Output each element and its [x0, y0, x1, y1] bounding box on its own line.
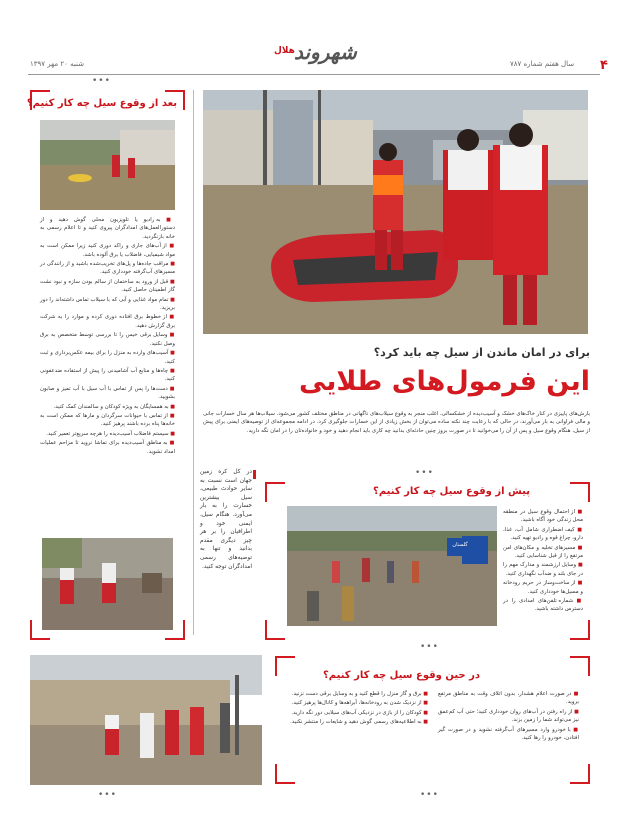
- issue-date: شنبه ۲۰ مهر ۱۳۹۷: [30, 60, 84, 68]
- header-divider: [28, 74, 600, 75]
- list-item: ■ به رادیو یا تلویزیون محلی گوش دهید و از دستورالعمل‌های امدادگران پیروی کنید و تا اعلام رسمی به خانه بازنگردید.: [40, 216, 175, 241]
- during-flood-title: در حین وقوع سیل چه کار کنیم؟: [323, 670, 480, 681]
- during-flood-box: [275, 642, 590, 784]
- logo-sub: هلال: [274, 46, 295, 56]
- list-item: ■ از آب‌های جاری و راکد دوری کنید زیرا ممکن است به مواد شیمیایی، فاضلاب یا برق آلوده باشد.: [40, 242, 175, 259]
- section-dots: •••: [92, 76, 111, 86]
- after-flood-cleanup-photo: [42, 538, 173, 630]
- after-flood-box: [26, 76, 185, 640]
- article-lead: بارش‌های پاییزی در کنار خاک‌های خشک و آسیب‌دیده از خشکسالی، اغلب منجر به وقوع سیلاب‌های ناگهانی در مناطق مختلف کشور می‌شود. سیلاب‌ها هر سال خسارات جانی و مالی فراوانی به بار می‌آورند، در حالی که با رعایت چند نکته ساده می‌توان از بخش زیادی از این خسارات جلوگیری کرد. در ادامه مجموعه‌ای از توصیه‌های ایمنی برای پیش از سیل، هنگام وقوع سیل و پس از آن را می‌خوانید تا در صورت بروز چنین حادثه‌ای بدانید چه کاری باید انجام دهید و خود و خانواده‌تان را در امان نگه دارید.: [203, 411, 590, 434]
- list-item: ■ مسیرهای تخلیه و مکان‌های امن مرتفع را از قبل شناسایی کنید.: [503, 544, 583, 561]
- list-item: ■ از نزدیک شدن به رودخانه‌ها، آبراهه‌ها و کانال‌ها پرهیز کنید.: [287, 699, 428, 707]
- list-item: ■ به مناطق آسیب‌دیده برای تماشا نروید تا مزاحم عملیات امداد نشوید.: [40, 439, 175, 456]
- list-item: ■ دست‌ها را پس از تماس با آب سیل با آب تمیز و صابون بشویید.: [40, 385, 175, 402]
- list-item: ■ مراقب جاده‌ها و پل‌های تخریب‌شده باشید و از رانندگی در مسیرهای آب‌گرفته خودداری کنید.: [40, 260, 175, 277]
- section-dots: •••: [420, 642, 439, 652]
- footer-dots-right: •••: [420, 790, 439, 800]
- note-marker: [253, 470, 256, 479]
- list-item: ■ از خطوط برق افتاده دوری کرده و موارد را به شرکت برق گزارش دهید.: [40, 313, 175, 330]
- before-flood-photo: [287, 506, 497, 626]
- list-item: ■ از راه رفتن در آب‌های روان خودداری کنید؛ حتی آب کم‌عمق نیز می‌تواند شما را زمین بزند.: [438, 708, 579, 725]
- after-flood-photo: [40, 120, 175, 210]
- list-item: ■ سیستم فاضلاب آسیب‌دیده را هرچه سریع‌تر تعمیر کنید.: [40, 430, 175, 438]
- column-divider: [193, 90, 194, 635]
- list-item: ■ کیف اضطراری شامل آب، غذا، دارو، چراغ قوه و رادیو تهیه کنید.: [503, 526, 583, 543]
- list-item: ■ با خودرو وارد مسیرهای آب‌گرفته نشوید و در صورت گیر افتادن، خودرو را رها کنید.: [438, 726, 579, 743]
- rescue-workers-photo: [30, 655, 262, 785]
- list-item: ■ قبل از ورود به ساختمان از سالم بودن سازه و نبود نشت گاز اطمینان حاصل کنید.: [40, 278, 175, 295]
- logo-text: شهروند: [294, 40, 357, 64]
- footer-dots-left: •••: [98, 790, 117, 800]
- page-number: ۴: [600, 58, 608, 73]
- list-item: ■ از تماس با حیوانات سرگردان و مارها که ممکن است به خانه‌ها پناه برده باشند پرهیز کنید.: [40, 412, 175, 429]
- list-item: ■ از ساخت‌وساز در حریم رودخانه و مسیل‌ها خودداری کنید.: [503, 579, 583, 596]
- issue-info: سال هفتم شماره ۷۸۷: [510, 60, 575, 68]
- list-item: ■ کودکان را از بازی در نزدیکی آب‌های سیلابی دور نگه دارید.: [287, 709, 428, 717]
- list-item: ■ شماره تلفن‌های امدادی را در دسترس داشته باشید.: [503, 597, 583, 614]
- road-sign-text: گلستان: [452, 542, 468, 548]
- article-kicker: برای در امان ماندن از سیل چه باید کرد؟: [373, 346, 590, 359]
- before-flood-list: [503, 508, 583, 626]
- newspaper-logo: [272, 40, 357, 72]
- before-flood-box: [265, 468, 590, 640]
- after-flood-title: بعد از وقوع سیل چه کار کنیم؟: [26, 98, 177, 109]
- sidebar-note: در کل کره زمین جهان است نسبت به سایر حوادث طبیعی، سیل بیشترین خسارت را به بار می‌آورد. هنگام سیل، ایمنی خود و اطرافیان را بر هر چیز دیگری مقدم بدانید و تنها به توصیه‌های رسمی امدادگران توجه کنید.: [200, 469, 252, 570]
- hero-photo-rescue-boat: [203, 90, 588, 334]
- list-item: ■ چاه‌ها و منابع آب آشامیدنی را پیش از استفاده ضدعفونی کنید.: [40, 367, 175, 384]
- list-item: ■ تمام مواد غذایی و آبی که با سیلاب تماس داشته‌اند را دور بریزید.: [40, 296, 175, 313]
- before-flood-title: پیش از وقوع سیل چه کار کنیم؟: [373, 486, 530, 497]
- list-item: ■ به همسایگان به ویژه کودکان و سالمندان کمک کنید.: [40, 403, 175, 411]
- list-item: ■ در صورت اعلام هشدار، بدون اتلاف وقت به مناطق مرتفع بروید.: [438, 690, 579, 707]
- during-flood-list: [287, 690, 579, 776]
- after-flood-list: [40, 216, 175, 518]
- list-item: ■ وسایل برقی خیس را تا بررسی توسط متخصص به برق وصل نکنید.: [40, 331, 175, 348]
- list-item: ■ از احتمال وقوع سیل در منطقه محل زندگی خود آگاه باشید.: [503, 508, 583, 525]
- list-item: ■ به اطلاعیه‌های رسمی گوش دهید و شایعات را منتشر نکنید.: [287, 718, 428, 726]
- list-item: ■ وسایل ارزشمند و مدارک مهم را در جای بلند و ضدآب نگهداری کنید.: [503, 561, 583, 578]
- list-item: ■ آسیب‌های وارده به منزل را برای بیمه عکس‌برداری و ثبت کنید.: [40, 349, 175, 366]
- list-item: ■ برق و گاز منزل را قطع کنید و به وسایل برقی دست نزنید.: [287, 690, 428, 698]
- article-headline: این فرمول‌های طلایی: [298, 366, 590, 397]
- section-dots: •••: [415, 468, 434, 478]
- road-sign: [447, 538, 473, 556]
